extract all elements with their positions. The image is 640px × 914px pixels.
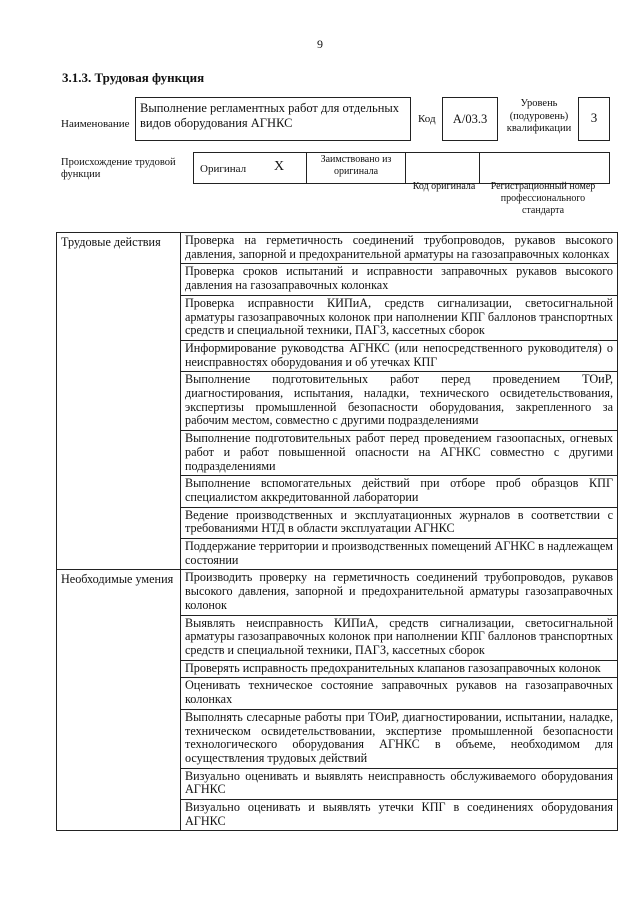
labor-action-item: Выполнение подготовительных работ перед проведением газоопасных, огневых работ и работ повышенной опасности на АГНКС совместно с другими подразделениями bbox=[181, 431, 618, 476]
skill-item: Выявлять неисправность КИПиА, средств сигнализации, светосигнальной арматуры газозаправочных колонок при наполнении КПГ баллонов транспортных средств и специальной техники, ПАГЗ, кассетных сборок bbox=[181, 615, 618, 660]
labor-action-item: Ведение производственных и эксплуатационных журналов в соответствии с требованиями НТД в области эксплуатации АГНКС bbox=[181, 507, 618, 538]
skill-item: Визуально оценивать и выявлять неисправность обслуживаемого оборудования АГНКС bbox=[181, 768, 618, 799]
table-row bbox=[57, 233, 618, 264]
labor-function-table bbox=[56, 232, 618, 831]
name-label: Наименование bbox=[61, 118, 130, 130]
origin-divider-3 bbox=[479, 152, 480, 184]
labor-action-item: Выполнение вспомогательных действий при отборе проб образцов КПГ специалистом аккредитованной лаборатории bbox=[181, 476, 618, 507]
labor-action-item: Проверка сроков испытаний и исправности заправочных рукавов высокого давления на газозаправочных колонках bbox=[181, 264, 618, 295]
code-original-label: Код оригинала bbox=[412, 181, 476, 192]
section-title: 3.1.3. Трудовая функция bbox=[62, 70, 205, 85]
name-value: Выполнение регламентных работ для отдельных видов оборудования АГНКС bbox=[140, 101, 400, 130]
skill-item: Проверять исправность предохранительных клапанов газозаправочных колонок bbox=[181, 660, 618, 678]
labor-action-item: Проверка исправности КИПиА, средств сигнализации, светосигнальной арматуры газозаправочных колонок при наполнении КПГ баллонов транспортных средств и специальной техники, ПАГЗ, кассетных сборок bbox=[181, 295, 618, 340]
page-number: 9 bbox=[317, 37, 323, 51]
labor-action-item: Поддержание территории и производственных помещений АГНКС в надлежащем состоянии bbox=[181, 539, 618, 570]
borrowed-label: Заимствовано из оригинала bbox=[320, 154, 392, 177]
origin-label: Происхождение трудовой функции bbox=[61, 157, 176, 180]
original-mark: Х bbox=[274, 159, 285, 174]
labor-action-item: Выполнение подготовительных работ перед проведением ТОиР, диагностирования, испытания, наладки, технического освидетельствования, экспертизы промышленной безопасности оборудования, закрепленного за рабочим местом, совместно с другими подразделениями bbox=[181, 372, 618, 431]
labor-action-item: Информирование руководства АГНКС (или непосредственного руководителя) о неисправностях оборудования и об утечках КПГ bbox=[181, 340, 618, 371]
table-row bbox=[57, 570, 618, 615]
skills-label: Необходимые умения bbox=[57, 570, 181, 831]
skill-item: Оценивать техническое состояние заправочных рукавов на газозаправочных колонках bbox=[181, 678, 618, 709]
origin-divider-1 bbox=[306, 152, 307, 184]
level-label: Уровень (подуровень) квалификации bbox=[506, 98, 572, 134]
skill-item: Визуально оценивать и выявлять утечки КПГ в соединениях оборудования АГНКС bbox=[181, 800, 618, 831]
labor-action-item: Проверка на герметичность соединений трубопроводов, рукавов высокого давления, запорной и предохранительной арматуры на газозаправочных колонках bbox=[181, 233, 618, 264]
reg-number-label: Регистрационный номер профессионального стандарта bbox=[490, 181, 596, 216]
origin-divider-2 bbox=[405, 152, 406, 184]
original-label: Оригинал bbox=[200, 163, 247, 175]
code-value: А/03.3 bbox=[452, 112, 488, 126]
labor-actions-label: Трудовые действия bbox=[57, 233, 181, 570]
table-body bbox=[57, 233, 618, 831]
skill-item: Выполнять слесарные работы при ТОиР, диагностировании, испытании, наладке, техническом освидетельствовании, экспертизе промышленной безопасности технологического оборудования АГНКС в объеме, необходимом для осуществления трудовых действий bbox=[181, 709, 618, 768]
level-value: 3 bbox=[590, 110, 598, 125]
code-label: Код bbox=[418, 113, 436, 125]
skill-item: Производить проверку на герметичность соединений трубопроводов, рукавов высокого давления, запорной и предохранительной арматуры газозаправочных колонок bbox=[181, 570, 618, 615]
